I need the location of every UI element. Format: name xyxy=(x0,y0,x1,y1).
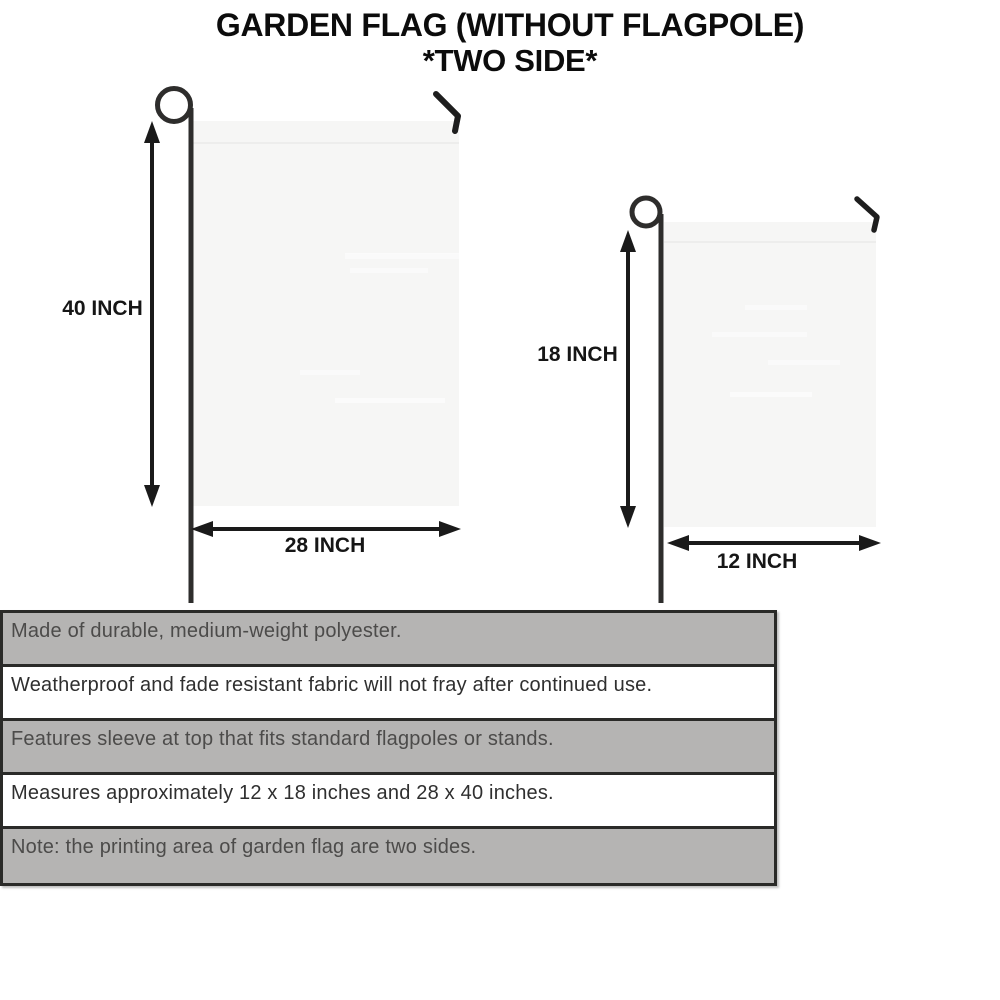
small-width-arrow xyxy=(667,535,881,551)
small-height-arrow xyxy=(620,230,636,528)
title-line-2: *TWO SIDE* xyxy=(422,42,598,78)
large-flag-width-label: 28 INCH xyxy=(284,534,366,557)
small-flagpole-loop xyxy=(632,198,660,226)
feature-row-measures: Measures approximately 12 x 18 inches and 28 x 40 inches. xyxy=(3,775,774,829)
large-flag-height-label: 40 INCH xyxy=(62,297,143,320)
small-flag-figure xyxy=(620,198,881,603)
feature-row-note: Note: the printing area of garden flag are two sides. xyxy=(3,829,774,883)
large-flagpole-loop xyxy=(158,89,191,122)
small-flag-height-label: 18 INCH xyxy=(537,343,618,366)
feature-row-material: Made of durable, medium-weight polyester. xyxy=(3,613,774,667)
feature-row-weatherproof: Weatherproof and fade resistant fabric will not fray after continued use. xyxy=(3,667,774,721)
small-flag-width-label: 12 INCH xyxy=(716,550,798,573)
feature-row-sleeve: Features sleeve at top that fits standard flagpoles or stands. xyxy=(3,721,774,775)
feature-table xyxy=(0,610,777,886)
large-flag-figure xyxy=(144,89,461,604)
small-flag-fabric xyxy=(664,222,876,527)
title-line-1: GARDEN FLAG (WITHOUT FLAGPOLE) xyxy=(215,7,805,43)
large-flag-fabric xyxy=(193,121,459,506)
